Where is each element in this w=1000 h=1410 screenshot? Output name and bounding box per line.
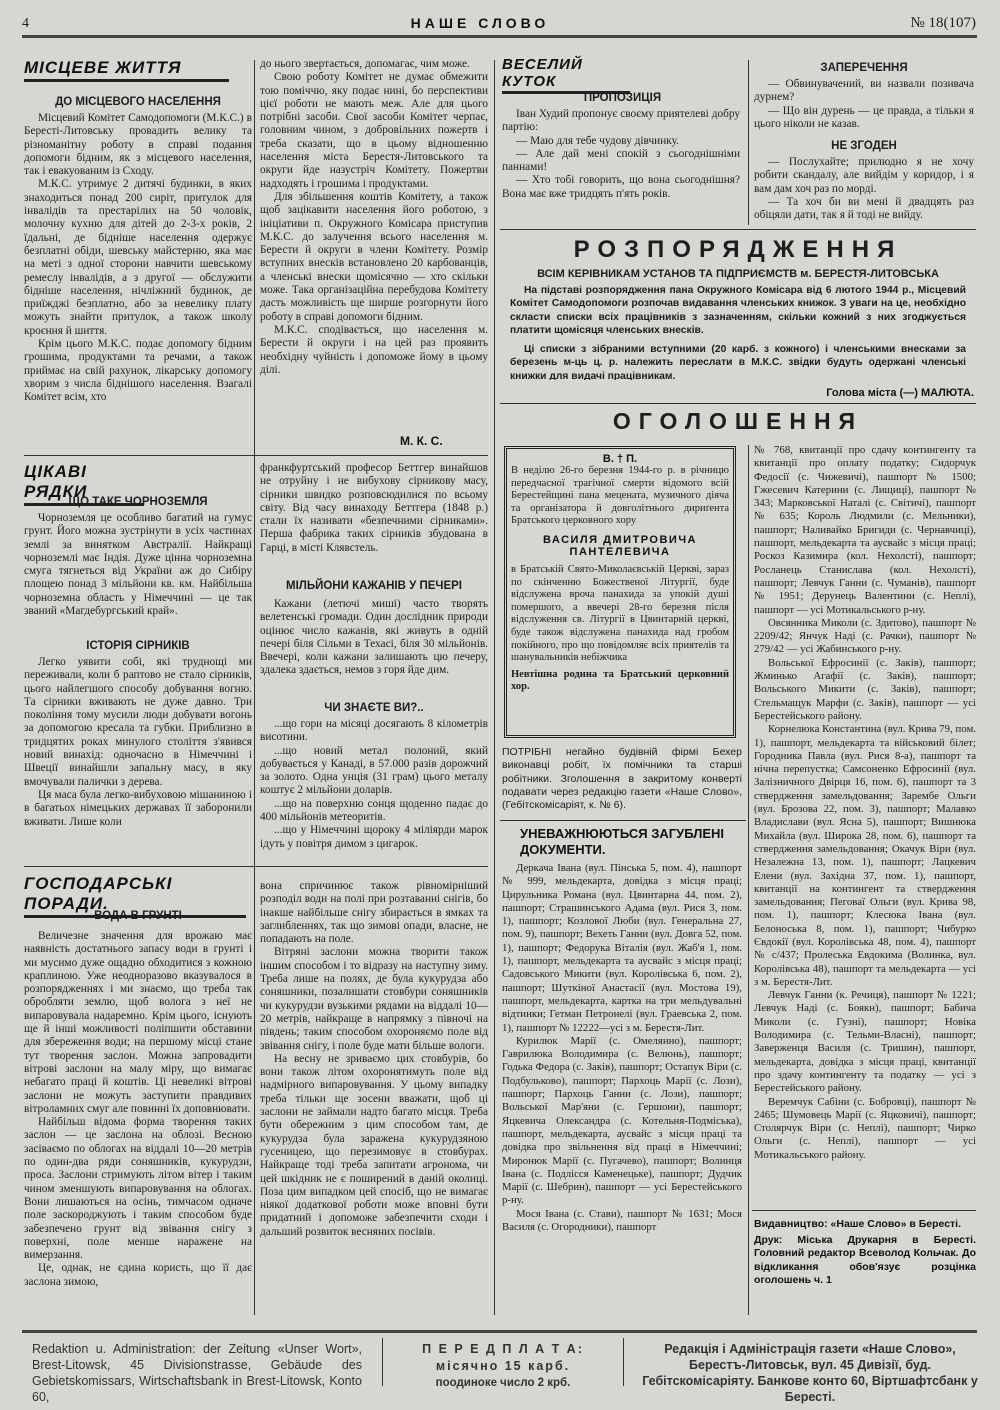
- paragraph: Крім цього М.К.С. подає допомогу бідним грошима, продуктами та речами, а також приймає на свій рахунок, лікарську допомогу хворим з числа біднішого населення. Взагалі Комітет всім, хто: [24, 338, 252, 404]
- article-title: ІСТОРІЯ СІРНИКІВ: [86, 640, 190, 652]
- paragraph: — Обвинувачений, ви назвали позивача дурнем?: [754, 78, 974, 104]
- obituary-body: в Братській Свято-Миколаєвській Церкві, зараз по скінченню Божественої Літургії, буде відслужена вроча панахида за упокій душі помершого, а ввечері 28-го березня після відслуження св. Літургії в Цвинтарній церкві, буде також відслужена панахида над гробом покійного, про що повідомляє всіх приятелів та шанувальників небіжчика: [511, 563, 729, 664]
- article-body-continued: [260, 58, 488, 420]
- joke-title: НЕ ЗГОДЕН: [831, 140, 897, 152]
- article-body: [24, 656, 252, 856]
- paragraph: франкфуртський професор Беттгер винайшов не отруйну і не вибухову сірникову масу, сірники швидко розповсюдилися по всьому світу. Від часу винаходу Беттгера (1848 р.) стали їх називати «безпечними сірниками». Перша фабрика таких сірників збудована в Гарці, в місті Клявстель.: [260, 462, 488, 554]
- list-item: Мося Івана (с. Стави), пашпорт № 1631; Мося Василя (с. Огородники), пашпорт: [502, 1207, 742, 1234]
- article-body-continued: [260, 462, 488, 574]
- article-body-continued: [260, 880, 488, 1318]
- subscription-monthly: місячно 15 карб.: [435, 1359, 571, 1373]
- section-local-life: МІСЦЕВЕ ЖИТТЯ: [24, 58, 229, 82]
- article-body: [24, 930, 252, 1318]
- paragraph: — Та хоч би ви мені й двадцять раз обіцяли дати, так я й тоді не вийду.: [754, 195, 974, 222]
- divider: [500, 820, 746, 821]
- article-body: [24, 512, 252, 632]
- paragraph: Ця маса була легко-вибуховою мішаниною і в багатьох німецьких державах її заборонили вживати. Лише коли: [24, 788, 252, 828]
- divider: [500, 403, 976, 404]
- order-body: [510, 284, 966, 380]
- article-body: [24, 112, 252, 448]
- wanted-ad: ПОТРІБНІ негайно будівній фірмі Бехер виконавці робіт, їх помічники та старші робітники. Зголошення в закритому конверті подавати через редакцію газети «Наше Слово», (Гебітскомісаріят, к. № 6).: [502, 746, 742, 812]
- joke-body: [754, 156, 974, 226]
- paragraph: Іван Худий пропонує своєму приятелеві добру партію:: [502, 108, 740, 134]
- lost-documents-list-continued: [754, 444, 976, 1206]
- fact-item: ...що новий метал полоний, який добувається у Канаді, в 57.000 разів дорожчий за золото. Одна унція (31 грам) цього металу коштує 2 мільйони доларів.: [260, 744, 488, 797]
- page-number: 4: [22, 16, 29, 31]
- paragraph: Це, однак, не єдина користь, що її дає заслона зимою,: [24, 1262, 252, 1288]
- column-rule: [254, 60, 255, 1315]
- divider: [24, 455, 488, 456]
- paragraph: М.К.С. утримує 2 дитячі будинки, в яких знаходиться понад 200 сиріт, притулок для інвалідів та престарілих на 50 чоловік, молочну кухню для дітей до 2-3-х років, 2 їдальні, де бідніше населення одержує безплатні обіди, шевську майстерню, яка має на меті з одної сторони навчити шевському ремеслу інвалідів, а з другої — обслужити бідніше населення, нічліжний будинок, де приїжджі безплатно, або за невелику плату можуть знайти притулок, а також школу кроєння й шиття.: [24, 178, 252, 337]
- paragraph: На весну не зриваємо цих стовбурів, бо вони також літом охоронятимуть поле від надмірного випаровування. У цьому випадку треба тільки ще зосени вважати, щоб ці заслони не займали надто багато місця. Треба бути обережним з цим способом там, де кукурудза була заражена кукурудзяною гусеницею, що перезимовує в стовбурах. Найкраще тоді треба запитати агронома, чи цей шкідник не є поширений в даній околиці. Поза цим випадком цей спосіб, що не вимагає ніякої додаткової роботи може вповні бути придатний і допоможе забезпечити сходи і дальший розвиток весняних посівів.: [260, 1052, 488, 1238]
- obituary-head: В. † П.: [602, 453, 638, 465]
- paragraph: до нього звертається, допомагає, чим може.: [260, 58, 470, 70]
- paragraph: Вітряні заслони можна творити також іншим способом і то відразу на наступну зиму. Треба лише на полях, де була кукурудза або соняшники, позалишати стовбури соняшників чи кукурудзи вузькими рядами на віддалі 10—20 метрів, найкраще в напрямку з півночі на південь; таким способом охороняємо поле від звівання снігу, і поле буде мати більше вологи.: [260, 946, 488, 1052]
- article-title: ЧИ ЗНАЄТЕ ВИ?..: [324, 702, 424, 714]
- obituary-intro: В неділю 26-го березня 1944-го р. в річницю передчасної трагічної смерти відомого всій Берестейщині пана мецената, музичного діяча та організатора й довголітнього дириґента Братського церковного хору: [511, 465, 729, 527]
- column-rule: [494, 60, 495, 1315]
- article-body: [260, 598, 488, 692]
- footer-ukrainian-address: Редакція і Адміністрація газети «Наше Слово», Берестъ-Литовськ, вул. 45 Дивізії, буд. Гебітскомісаріяту. Банкове конто 60, Віртшафтсбанк у Берестi.: [642, 1342, 978, 1404]
- lost-documents-title: УНЕВАЖНЮЮТЬСЯ ЗАГУБЛЕНІ ДОКУМЕНТИ.: [520, 826, 725, 857]
- list-item: Корнелюка Константина (вул. Крива 79, пом. 1), пашпорт, мельдекарта та військовий білет; Городника Павла (вул. Рися 8-а), пашпорт та нічна перепустка; Самсоненко Ефросинії (вул. Залізничного Двірця 16, пом. 6), пашпорт та 3 ствердження замельдовання; Зарембе Ольги (вул. Брозова 22, пом. 3), пашпорт; Малавко Владислави (вул. Ясна 5), пашпорт; Вишнюка Михайла (вул. Широка 28, пом. 6), пашпорт та ствердження замельдовання; Окачук Віри (вул. Незалежна 13, пом. 1), пашпорт; Лацкевич Елени (вул. Західна 37, пом. 1), пашпорт, квитанції на контингент та ствердження замельдовання; Пеговаї Ольги (вул. Крива 98, пом. 1), пашпорт; Клесюка Івана (вул. Белоноська 8, пом. 1), пашпорт; Чибурко Євдокії (вул. Королівська 48, пом. 4), пашпорт № с/437; Пролеська Евдокима (Волинка, вул. Королівська 48), пашпорт та мельдекарта — усі з м. Берестя-Лит.: [754, 723, 976, 988]
- paragraph: На підставі розпорядження пана Окружного Комісара від 6 лютого 1944 р., Місцевий Комітет Самодопомоги розпочав видавання членських книжок. З уваги на це, необхідно скласти списки всіх працівників з зазначенням, скільки кожний з них згоджується платити щомісяця членських внесків.: [510, 285, 966, 336]
- fact-item: ...що на поверхню сонця щоденно падає до 400 мільйонів метеоритів.: [260, 797, 488, 824]
- paragraph: — Маю для тебе чудову дівчинку.: [516, 134, 679, 147]
- section-humor: ВЕСЕЛИЙ КУТОК: [502, 56, 630, 94]
- article-title: МІЛЬЙОНИ КАЖАНІВ У ПЕЧЕРІ: [285, 580, 462, 592]
- paragraph: вона спричинює також рівномірніший розподіл води на полі при розтаванні снігів, бо інакше найбільше снігу збирається в ямках та заглибленнях, так що зимові опади, власне, не попадають на поле.: [260, 880, 488, 946]
- section-farm-advice: ГОСПОДАРСЬКІ ПОРАДИ.: [24, 874, 246, 918]
- paragraph: Легко уявити собі, які труднощі ми переживали, коли б раптово не стало сірників, цього найлегшого способу добування вогню. Та сірники вживають не дуже давно. Три покоління тому мусили люди добувати вогонь за допомогою кресала та губки. Приблизно в тридцятих роках минулого століття з'явився новий винахід: одночасно в Німеччині і Швеції винайшли запальну масу, в яку вмочували палички з дерева.: [24, 656, 252, 788]
- obituary-box: [504, 446, 736, 738]
- subscription-single: поодиноке число 2 крб.: [435, 1377, 571, 1389]
- issue-number: № 18(107): [910, 15, 976, 31]
- printer-line: Друк: Міська Друкарня в Берестi. Головний редактор Всеволод Кольчак. До відкликання обов'язує розцінка оголошень ч. 1: [754, 1234, 976, 1286]
- paragraph: М.К.С. сподівається, що населення м. Берести й округи і на цей раз проявить необхідну чуйність і допоможе йому в цьому ділі.: [260, 323, 488, 376]
- article-title: ДО МІСЦЕВОГО НАСЕЛЕННЯ: [55, 96, 221, 108]
- divider: [24, 866, 488, 867]
- paragraph: Для збільшення коштів Комітету, а також щоб зацікавити населення його роботою, з ініціативи п. Окружного Комісара приступив М.К.С. до залучення всього населення м. Берести й округи в члени Комітету. Розмір вступних внесків встановлено 20 карбованців, а членські внески щомісячно — хто скільки може. Така організаційна перебудова Комітету дасть можливість ще ширше розгорнути його роботу в справі допомоги бідним.: [260, 190, 488, 323]
- paragraph: Величезне значення для врожаю має наявність достатнього запасу води в грунті і ми мусимо дуже ощадно обходитися з кожною краплиною. Уже неодноразово вказувалося в розпорядженнях і ми знаємо, що треба так обробляти землю, щоб волога з неї не випаровувала надаремно. Крім цього, існують ще й інші можливості поліпшити обставини для збереження води; на першому місці стане тут творення заслон. Можна запровадити вітрові заслони на малу міру, що вимагає небагато праці й коштів. Ці невеликі вітрові заслони не можуть заступити правдивих вітроламних смуг але повинні їх доповнювати.: [24, 930, 252, 1115]
- paragraph: Найбільш відома форма творення таких заслон — це заслона на облозі. Весною засіваємо по облогах на віддалі 10—20 метрів по один-два ряди соняшників, кукурудзи, проса. Заслони стримують літом вітер і таким чином зменшують випаровування на облогах. Вони лишаються на осінь, тимчасом одначе поле заскороджують і таким способом буде забезпечено грунт від звівання снігу з поверхні, поле менше наражене на вимерзання.: [24, 1116, 252, 1262]
- obituary-name: ВАСИЛЯ ДМИТРОВИЧА ПАНТЕЛЕВИЧА: [543, 533, 697, 558]
- list-item: № 768, квитанції про сдачу контингенту та квитанції про оплату податку; Сидорчук Федосії (с. Чижевичі), пашпорт № 1500; Гжесевич Катерини (с. Лищиці), пашпорт № 343; Марковської Наталі (с. Світичі), пашпорт № 635; Король Людмили (с. Мельники), пашпорт; Наливайко Бригиди (с. Чернавчиці), пашпорт, мельдекарта та аусвайс з місця праці; Роскоз Казимира (кол. Нехолсті), пашпорт; Росланець Станислава (кол. Нехолсті), пашпорт; Левчук Ганни (с. Чуманів), пашпорт № 1951; Дерунець Валентини (с. Неплі), пашпорт — усі Мотикальського р-ну.: [754, 444, 976, 616]
- facts-list: [260, 718, 488, 864]
- masthead-title: НАШЕ СЛОВО: [410, 15, 550, 31]
- paragraph: Чорноземля це особливо багатий на гумус грунт. Його можна зустрінути в усіх частинах землі за винятком Австралії. Найкращі чорноземлі має Індія. Дуже цінна чорноземна смуга тягнеться від України аж до Сибіру площею понад 3 мільйони кв. км. Найбільша чорноземна область у Німеччині — це так званий «Магдебургський край».: [24, 512, 252, 618]
- paragraph: — Хто тобі говорить, що вона сьогоднішня? Вона має вже тридцять п'ять років.: [502, 174, 740, 200]
- subscription-title: П Е Р Е Д П Л А Т А:: [422, 1342, 584, 1356]
- column-rule: [748, 60, 749, 225]
- order-title: РОЗПОРЯДЖЕННЯ: [573, 236, 903, 263]
- footer-german-address: Redaktion u. Administration: der Zeitung «Unser Wort», Brest-Litowsk, 45 Divisionstrasse, Gebäude des Gebietskomissars, Wirtschaftsbank in Brest-Litowsk, Konto 60,: [32, 1342, 362, 1404]
- article-title: ВОДА В ГРУНТІ: [94, 910, 182, 922]
- header-rule: [22, 35, 977, 38]
- paragraph: Ці списки з зібраними вступними (20 карб. з кожного) і членськими внесками за березень м-ць ц. р. належить переслати в М.К.С. звідки будуть одержані членські книжки для видачі працівникам.: [510, 344, 966, 380]
- list-item: Левчук Ганни (к. Речиця), пашпорт № 1221; Левчук Наді (с. Боякн), пашпорт; Бабича Миколи (с. Гузні), пашпорт; Новіка Володимира (с. Тельми-Власні), пашпорт; Заверженця Василя (с. Тришин), пашпорт, мельдекарта, довідка з місця праці, квитанції про здачу контингенту та податку — усі з Берестейського району.: [754, 989, 976, 1095]
- paragraph: Місцевий Комітет Самодопомоги (М.К.С.) в Берестi-Литовську провадить велику та різноманітну роботу в справі подання допомоги бідним, як з місцевого населення, так і евакуованим із Сходу.: [24, 112, 252, 178]
- obituary-signature: Невтішна родина та Братський церковний хор.: [511, 668, 729, 693]
- paragraph: Свою роботу Комітет не думає обмежити тою поміччю, яку подає нині, бо перспективи цієї роботи не мають меж. Але для цього потрібні засоби. Свої засоби Комітет черпає, головним чином, з добровільних пожертв і треба сказати, що в цьому відношенню населення міста Берестя-Литовського та округи йде назустріч Комітету. Пожертви надходять і грошима і продуктами.: [260, 71, 488, 190]
- article-signature: М. К. С.: [400, 434, 443, 448]
- order-signature: Голова міста (—) МАЛЮТА.: [826, 387, 974, 399]
- column-rule: [748, 445, 749, 1315]
- joke-body: [754, 78, 974, 134]
- joke-title: ЗАПЕРЕЧЕННЯ: [820, 62, 908, 74]
- fact-item: ...що гори на місяці досягають 8 кілометрів висотини.: [260, 718, 488, 744]
- fact-item: ...що у Німеччині щороку 4 міліярди марок ідуть у повітря димом з цигарок.: [260, 824, 488, 850]
- lost-documents-list: [502, 862, 742, 1318]
- footer-rule: [623, 1338, 624, 1386]
- footer-rule: [22, 1330, 977, 1333]
- paragraph: Кажани (летючі миші) часто творять велетенські громади. Один дослідник природи оцінює число кажанів, які живуть в одній печері біля Сільми в Техасі, біля 30 мільйонів. Ввечері, коли кажани залишають цю печеру, здалека здається, немов з горя йде дим.: [260, 598, 488, 677]
- divider: [500, 229, 976, 230]
- paragraph: — Але дай мені спокій з сьогоднішніми паннами!: [502, 147, 740, 174]
- footer-rule: [382, 1338, 383, 1386]
- list-item: Курилюк Марії (с. Омелянно), пашпорт; Гаврилюка Володимира (с. Велюнь), пашпорт; Годька Федора (с. Заків), пашпорт; Остапук Віри (с. Подбульково), пашпорт; Пархоць Марії (с. Лози), пашпорт; Пархоць Ганни (с. Лози), пашпорт; Вольської Мар'яни (с. Гершони), пашпорт; Яцкевича Олександра (с. Котельня-Подміська), пашпорт, мельдекарта, аусвайс з місця праці та довідка про звільнення від праці в Німеччині; Миронюк Марії (с. Пугачево), пашпорт; Волинця Івана (с. Подлісся Каменецьке), пашпорт; Дудчик Марії (с. Шебрин), пашпорт — усі Берестейського р-ну.: [502, 1034, 742, 1207]
- joke-title: ПРОПОЗИЦІЯ: [583, 92, 662, 104]
- paragraph: — Що він дурень — це правда, а тільки я цього ніколи не казав.: [754, 104, 974, 130]
- list-item: Овсянника Миколи (с. Здитово), пашпорт № 2209/42; Янчук Наді (с. Рачки), пашпорт № 279/42 — усі Жабинського р-ну.: [754, 616, 976, 656]
- section-interesting-lines: ЦІКАВІ РЯДКИ: [24, 462, 144, 506]
- article-title: ЩО ТАКЕ ЧОРНОЗЕМЛЯ: [68, 496, 208, 508]
- divider: [752, 1210, 976, 1211]
- list-item: Вольської Ефросинії (с. Заків), пашпорт; Жминько Агафії (с. Заків), пашпорт; Вольського Микити (с. Заків), пашпорт; Стельмащук Марфи (с. Заків), пашпорт — усі Берестейського району.: [754, 656, 976, 722]
- order-subtitle: ВСІМ КЕРІВНИКАМ УСТАНОВ ТА ПІДПРИЄМСТВ м. БЕРЕСТЯ-ЛИТОВСЬКА: [537, 268, 939, 280]
- paragraph: — Послухайте; прилюдно я не хочу робити скандалу, але вийдім у коридор, і я вам дам хоч раз по морді.: [754, 156, 974, 195]
- list-item: Деркача Івана (вул. Пінська 5, пом. 4), пашпорт № 999, мельдекарта, довідка з місця праці; Цирульника Романа (вул. Цвинтарна 44, пом. 2), пашпорт; Страшинського Адама (вул. Рися 3, пом. 1), пашпорт; Козлової Люби (вул. Генеральна 27, пом. 9), пашпорт; Вехеть Ганни (вул. Довга 52, пом. 1), пашпорт; Федорука Віталія (вул. Жаб'я 1, пом. 1), пашпорт, мельдекарта та аусвайс з місця праці; Садовського Микити (вул. Королівська 6, пом. 2), пашпорт; Шуткіної Анастасії (вул. Мостова 19), пашпорт, мельдекарта, картка на три мельдувальні відтинки; Гетман Петронелі (вул. Граевська 2, пом. 1), пашпорт № 12222—усі з м. Берестя-Лит.: [502, 862, 742, 1034]
- ads-title: ОГОЛОШЕННЯ: [612, 408, 864, 434]
- list-item: Веремчук Сабіни (с. Бобровці), пашпорт № 2465; Шумовець Марії (с. Яцковичі), пашпорт; Столярчук Віри (с. Неплі), пашпорт; Чирко Ольги (с. Неплі), пашпорт — усі Мотикальського району.: [754, 1095, 976, 1161]
- publisher-line: Видавництво: «Наше Слово» в Берестi.: [754, 1218, 962, 1230]
- joke-body: [502, 108, 740, 223]
